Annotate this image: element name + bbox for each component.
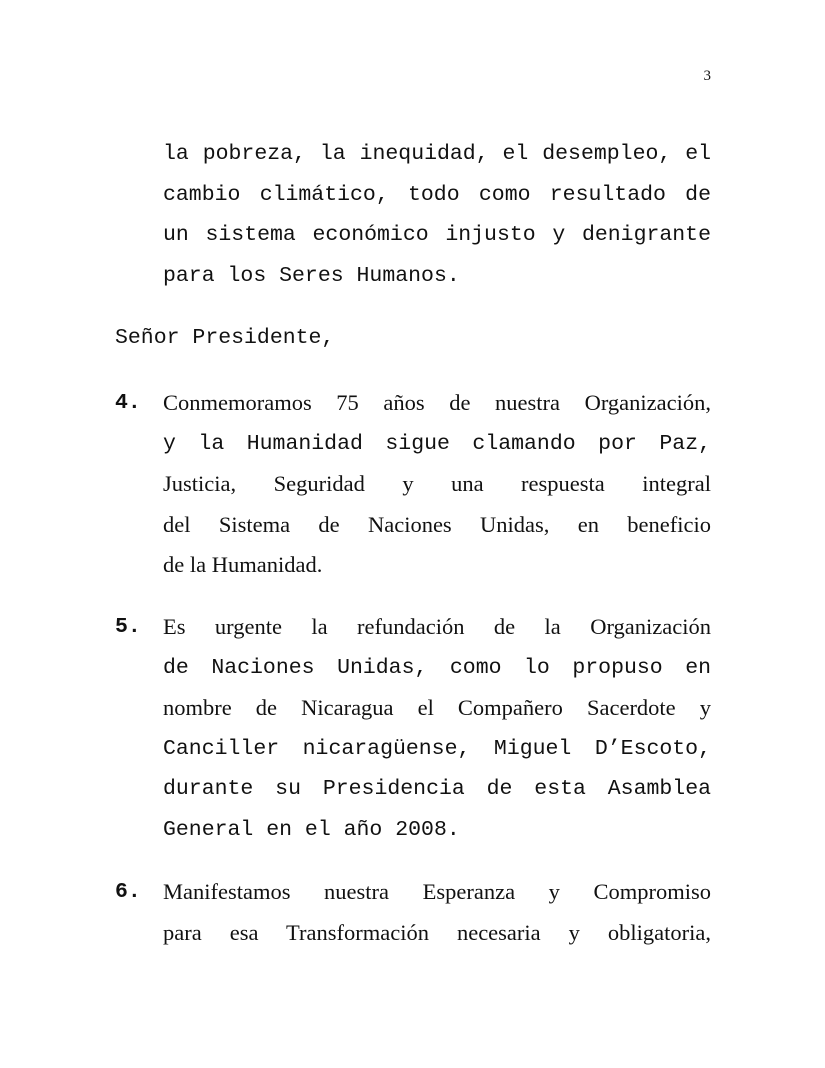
paragraph-line: para esa Transformación necesaria y obligatoria, bbox=[163, 919, 711, 945]
item-number: 4. bbox=[115, 391, 141, 415]
paragraph-line: durante su Presidencia de esta Asamblea bbox=[163, 777, 711, 801]
salutation: Señor Presidente, bbox=[115, 326, 335, 350]
paragraph-line: la pobreza, la inequidad, el desempleo, el bbox=[163, 142, 711, 166]
paragraph-line: de Naciones Unidas, como lo propuso en bbox=[163, 655, 711, 680]
paragraph-line: Canciller nicaragüense, Miguel D’Escoto, bbox=[163, 736, 711, 761]
paragraph-line: nombre de Nicaragua el Compañero Sacerdote y bbox=[163, 695, 711, 720]
paragraph-line: y la Humanidad sigue clamando por Paz, bbox=[163, 431, 711, 456]
item-number: 5. bbox=[115, 615, 141, 639]
item-number: 6. bbox=[115, 880, 141, 904]
numbered-paragraph bbox=[163, 607, 711, 850]
page-number: 3 bbox=[703, 68, 711, 84]
numbered-paragraph bbox=[163, 872, 711, 953]
paragraph-line: Manifestamos nuestra Esperanza y Compromiso bbox=[163, 879, 711, 904]
numbered-paragraph bbox=[163, 383, 711, 586]
continuation-paragraph bbox=[163, 134, 711, 296]
paragraph-line: del Sistema de Naciones Unidas, en beneficio bbox=[163, 511, 711, 537]
paragraph-line: General en el año 2008. bbox=[163, 817, 460, 842]
paragraph-line: Justicia, Seguridad y una respuesta integral bbox=[163, 471, 711, 496]
paragraph-line: Es urgente la refundación de la Organización bbox=[163, 614, 711, 639]
paragraph-line: un sistema económico injusto y denigrante bbox=[163, 223, 711, 247]
paragraph-line: Conmemoramos 75 años de nuestra Organización, bbox=[163, 390, 711, 415]
paragraph-line: de la Humanidad. bbox=[163, 552, 323, 577]
paragraph-line: para los Seres Humanos. bbox=[163, 263, 460, 288]
paragraph-line: cambio climático, todo como resultado de bbox=[163, 182, 711, 207]
